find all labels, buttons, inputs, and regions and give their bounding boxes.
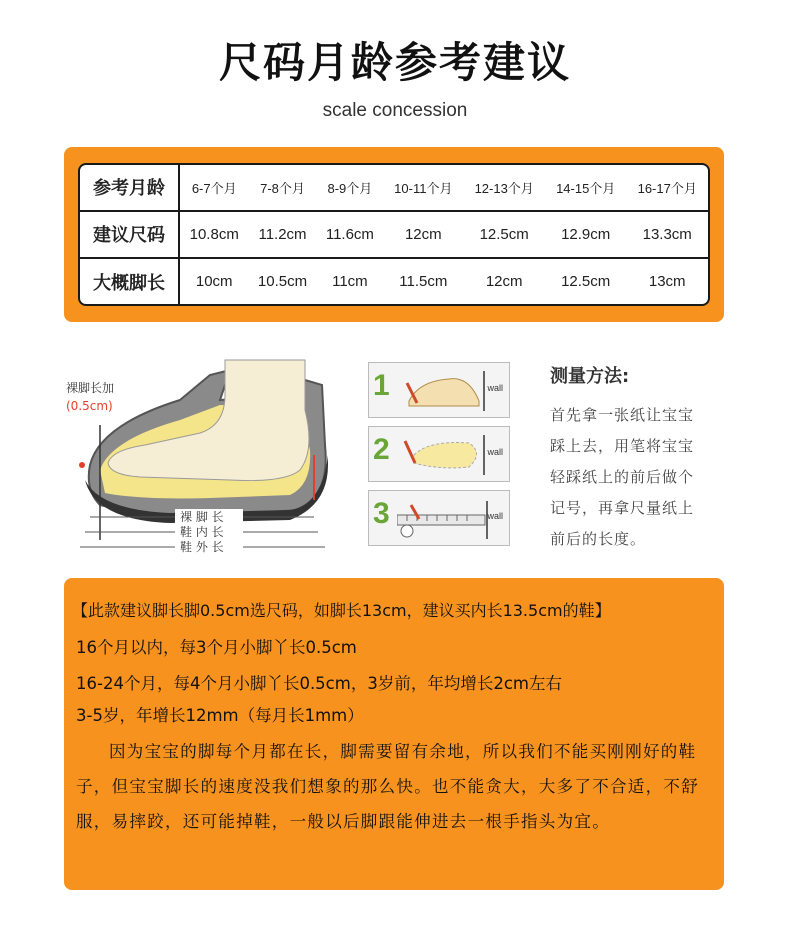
step-number: 1 [373, 369, 390, 402]
row-header: 参考月龄 [80, 165, 179, 211]
growth-note-3: 3-5岁，年增长12mm（每月长1mm） [76, 706, 364, 725]
wall-label: wall [487, 447, 503, 457]
table-row [80, 211, 708, 258]
size-table [78, 163, 710, 306]
table-cell: 16-17个月 [637, 180, 697, 196]
foot-outline-icon [399, 435, 489, 475]
wall-label: wall [487, 511, 503, 521]
sizing-notes-panel [64, 578, 724, 890]
table-cell: 10.5cm [248, 258, 316, 304]
extra-length-value: (0.5cm) [66, 399, 113, 413]
toe-mark-icon [79, 462, 85, 468]
bare-foot-length-label: 裸 脚 长 [180, 510, 224, 524]
table-cell: 10-11个月 [394, 180, 453, 196]
method-line: 记号，再拿尺量纸上 [550, 499, 695, 517]
table-cell: 11.5cm [383, 258, 463, 304]
sizing-tip-bracket: 【此款建议脚长脚0.5cm选尺码，如脚长13cm，建议买内长13.5cm的鞋】 [72, 601, 611, 620]
table-cell: 14-15个月 [556, 180, 616, 196]
method-line: 轻踩纸上的前后做个 [550, 468, 695, 486]
table-cell: 11.2cm [248, 211, 316, 258]
foot-on-paper-icon [399, 371, 489, 411]
page-title: 尺码月龄参考建议 [218, 38, 571, 87]
shoe-inner-length-label: 鞋 内 长 [180, 525, 224, 539]
page-subtitle: scale concession [322, 100, 468, 121]
table-cell: 12.5cm [463, 211, 545, 258]
table-cell: 12cm [383, 211, 463, 258]
table-cell: 11cm [317, 258, 384, 304]
growth-note-2: 16-24个月，每4个月小脚丫长0.5cm，3岁前，年均增长2cm左右 [76, 674, 562, 693]
table-row [80, 258, 708, 304]
shoe-cross-section-illustration [60, 355, 360, 560]
table-cell: 12-13个月 [474, 180, 534, 196]
method-body [550, 400, 740, 555]
table-cell: 6-7个月 [191, 180, 237, 196]
table-cell: 7-8个月 [260, 180, 305, 196]
method-line: 首先拿一张纸让宝宝 [550, 406, 695, 424]
table-cell: 8-9个月 [327, 180, 373, 196]
table-cell: 12.9cm [545, 211, 627, 258]
ruler-icon [397, 501, 492, 539]
measure-step-2 [368, 426, 510, 482]
table-cell: 11.6cm [317, 211, 384, 258]
table-cell: 10cm [179, 258, 248, 304]
method-line: 踩上去，用笔将宝宝 [550, 437, 695, 455]
step-number: 2 [373, 433, 390, 466]
table-row [80, 165, 708, 211]
table-cell: 12cm [463, 258, 545, 304]
table-cell: 13cm [626, 258, 708, 304]
row-header: 大概脚长 [80, 258, 179, 304]
measure-step-3 [368, 490, 510, 546]
method-heading: 测量方法: [550, 366, 630, 387]
advice-paragraph: 因为宝宝的脚每个月都在长，脚需要留有余地，所以我们不能买刚刚好的鞋子，但宝宝脚长的速度没我们想象的那么快。也不能贪大，大多了不合适，不舒服，易摔跤，还可能掉鞋，一般以后脚跟能伸进去一根手指头为宜。 [76, 742, 699, 831]
size-table-panel [64, 147, 724, 322]
method-line: 前后的长度。 [550, 530, 647, 548]
wall-label: wall [487, 383, 503, 393]
measure-step-1 [368, 362, 510, 418]
size-chart-table [80, 165, 708, 304]
extra-length-label: 裸脚长加 [66, 381, 115, 395]
step-number: 3 [373, 497, 390, 530]
table-cell: 13.3cm [626, 211, 708, 258]
growth-note-1: 16个月以内，每3个月小脚丫长0.5cm [76, 638, 357, 657]
table-cell: 10.8cm [179, 211, 248, 258]
measurement-method [550, 362, 740, 555]
shoe-outer-length-label: 鞋 外 长 [180, 540, 224, 554]
row-header: 建议尺码 [80, 211, 179, 258]
table-cell: 12.5cm [545, 258, 627, 304]
